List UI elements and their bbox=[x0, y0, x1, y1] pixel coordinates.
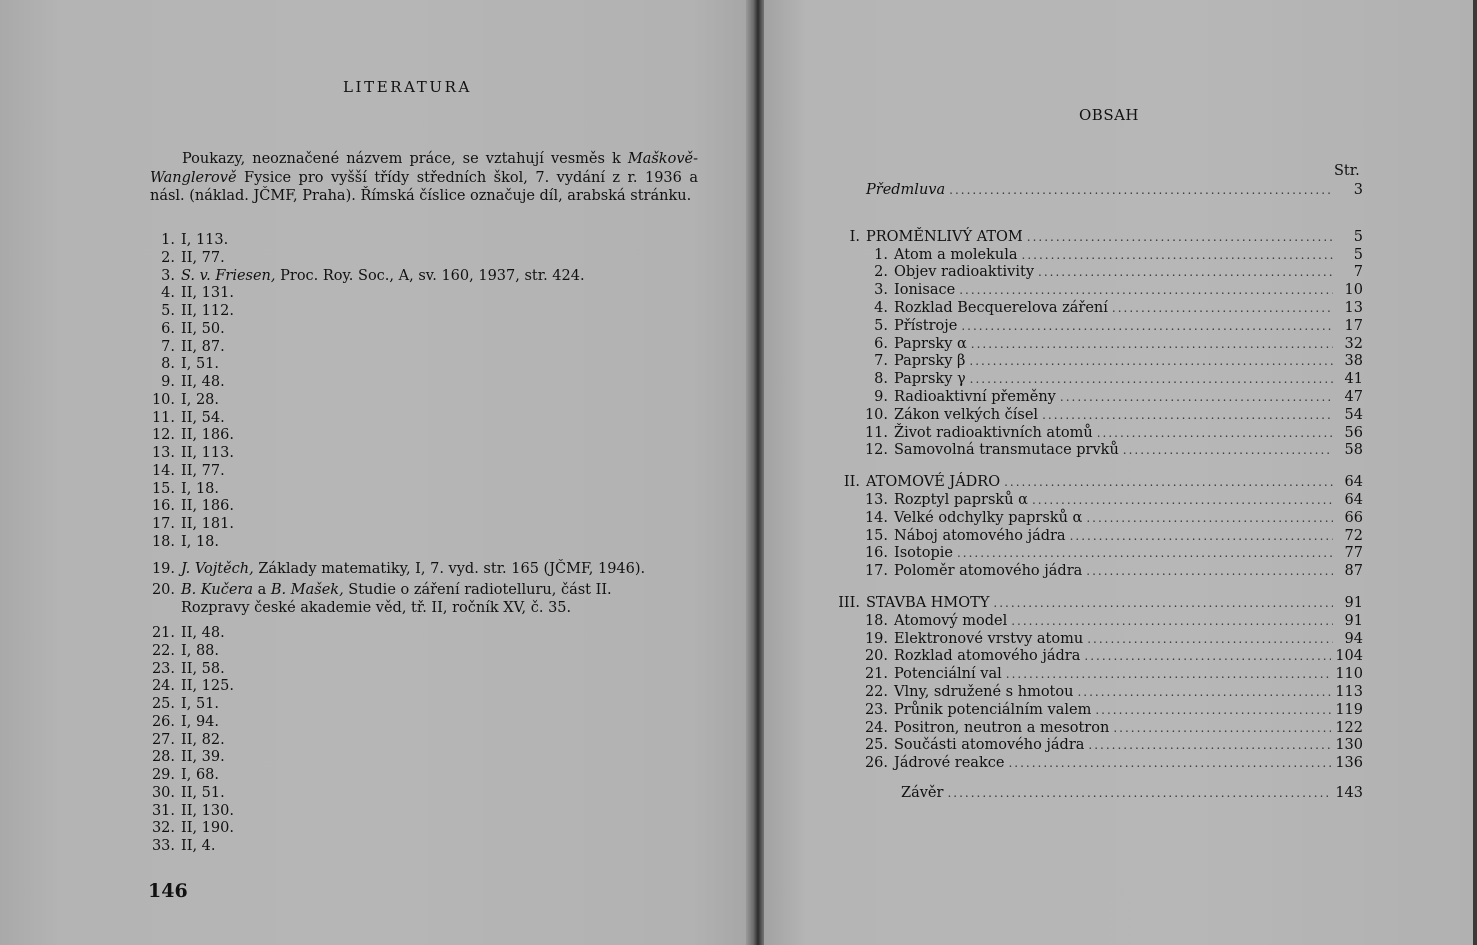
reference-text: II, 82. bbox=[181, 731, 225, 748]
toc-leader-dots bbox=[1077, 683, 1331, 701]
toc-page: 77 bbox=[1344, 545, 1363, 562]
reference-item bbox=[145, 696, 219, 714]
reference-item bbox=[145, 498, 234, 516]
reference-text: II, 112. bbox=[181, 303, 234, 319]
toc-page: 94 bbox=[1344, 630, 1363, 647]
toc-number: 16. bbox=[864, 545, 888, 562]
toc-page: 104 bbox=[1335, 648, 1363, 665]
reference-item bbox=[145, 785, 225, 803]
toc-label: Součásti atomového jádra bbox=[894, 737, 1085, 754]
reference-text: II, 51. bbox=[181, 784, 225, 801]
toc-part bbox=[830, 594, 1363, 612]
reference-number: 2. bbox=[161, 249, 175, 266]
toc-page: 47 bbox=[1344, 389, 1363, 405]
toc-page: 91 bbox=[1344, 595, 1363, 611]
reference-text: I, 18. bbox=[181, 480, 220, 497]
toc-number: 18. bbox=[864, 612, 888, 629]
toc-entry bbox=[830, 736, 1363, 754]
toc-label: Velké odchylky paprsků α bbox=[894, 509, 1083, 526]
toc-page: 13 bbox=[1344, 300, 1363, 316]
toc-page: 136 bbox=[1335, 755, 1363, 772]
reference-item bbox=[145, 392, 219, 410]
reference-number: 30. bbox=[151, 784, 175, 801]
toc-label: Závěr bbox=[901, 785, 944, 801]
reference-text: S. v. Friesen, Proc. Roy. Soc., A, sv. 160, 1937, str. 424. bbox=[181, 267, 585, 284]
page-column-label: Str. bbox=[1334, 163, 1360, 179]
reference-text: I, 113. bbox=[181, 232, 229, 248]
reference-item bbox=[145, 643, 219, 661]
toc-number: 21. bbox=[864, 666, 888, 683]
toc-number: 25. bbox=[864, 737, 888, 754]
toc-label: Paprsky β bbox=[894, 353, 966, 370]
toc-leader-dots bbox=[949, 181, 1333, 199]
toc-page: 5 bbox=[1353, 246, 1363, 263]
reference-number: 22. bbox=[151, 642, 175, 659]
reference-text: II, 58. bbox=[181, 660, 225, 677]
reference-item bbox=[145, 232, 228, 250]
toc-entry bbox=[830, 509, 1363, 527]
reference-number: 4. bbox=[161, 285, 175, 302]
reference-text: II, 48. bbox=[181, 374, 225, 390]
reference-number: 20. bbox=[151, 582, 175, 599]
toc-label: Jádrové reakce bbox=[894, 755, 1005, 772]
toc-part bbox=[830, 473, 1363, 491]
reference-number: 9. bbox=[161, 374, 175, 390]
reference-item bbox=[145, 321, 225, 339]
reference-item bbox=[145, 339, 225, 357]
reference-item bbox=[145, 561, 645, 579]
toc-leader-dots bbox=[1032, 491, 1333, 509]
reference-item bbox=[145, 625, 225, 643]
toc-number: I. bbox=[849, 228, 860, 245]
reference-text: I, 51. bbox=[181, 696, 220, 712]
toc-leader-dots bbox=[993, 594, 1333, 612]
reference-text: II, 54. bbox=[181, 409, 225, 426]
toc-leader-dots bbox=[1006, 665, 1332, 683]
toc-label: Rozptyl paprsků α bbox=[894, 492, 1028, 508]
reference-item bbox=[145, 661, 225, 679]
reference-number: 5. bbox=[161, 303, 175, 319]
reference-text: I, 51. bbox=[181, 356, 220, 373]
reference-number: 19. bbox=[151, 560, 175, 577]
toc-entry bbox=[830, 246, 1363, 264]
toc-entry bbox=[830, 701, 1363, 719]
toc-page: 41 bbox=[1344, 371, 1363, 388]
reference-item bbox=[145, 678, 234, 696]
toc-title: OBSAH bbox=[1079, 106, 1140, 124]
toc-entry bbox=[830, 544, 1363, 562]
toc-leader-dots bbox=[970, 370, 1333, 388]
toc-label: ATOMOVÉ JÁDRO bbox=[866, 474, 1001, 491]
reference-item bbox=[145, 534, 219, 552]
toc-part bbox=[830, 228, 1363, 246]
toc-label: Objev radioaktivity bbox=[894, 264, 1035, 281]
toc-page: 122 bbox=[1335, 719, 1363, 736]
reference-item bbox=[145, 481, 219, 499]
toc-number: 7. bbox=[874, 353, 888, 370]
toc-leader-dots bbox=[1070, 527, 1333, 545]
reference-text: II, 186. bbox=[181, 427, 234, 444]
book-right-edge bbox=[1473, 0, 1477, 945]
reference-item bbox=[145, 303, 234, 321]
toc-number: 1. bbox=[874, 246, 888, 263]
toc-leader-dots bbox=[971, 335, 1333, 353]
reference-item bbox=[145, 582, 690, 617]
reference-number: 11. bbox=[151, 409, 175, 426]
toc-page: 64 bbox=[1344, 492, 1363, 508]
reference-item bbox=[145, 732, 225, 750]
reference-number: 16. bbox=[151, 498, 175, 515]
toc-number: 20. bbox=[864, 648, 888, 665]
toc-leader-dots bbox=[957, 544, 1333, 562]
toc-label: Atom a molekula bbox=[894, 246, 1018, 263]
toc-entry bbox=[830, 281, 1363, 299]
toc-leader-dots bbox=[1086, 509, 1333, 527]
toc-label: Atomový model bbox=[894, 612, 1008, 629]
toc-entry bbox=[830, 527, 1363, 545]
reference-number: 29. bbox=[151, 767, 175, 783]
toc-leader-dots bbox=[1097, 424, 1333, 442]
reference-text: I, 68. bbox=[181, 767, 220, 783]
reference-number: 8. bbox=[161, 356, 175, 373]
toc-entry bbox=[830, 263, 1363, 281]
reference-number: 33. bbox=[151, 838, 175, 854]
reference-item bbox=[145, 427, 234, 445]
toc-leader-dots bbox=[1086, 562, 1333, 580]
toc-label: Vlny, sdružené s hmotou bbox=[894, 684, 1074, 700]
toc-entry bbox=[830, 630, 1363, 648]
toc-label: PROMĚNLIVÝ ATOM bbox=[866, 228, 1023, 245]
toc-label: Přístroje bbox=[894, 317, 958, 334]
reference-text: II, 113. bbox=[181, 445, 234, 461]
reference-number: 6. bbox=[161, 320, 175, 337]
reference-item bbox=[145, 268, 585, 286]
toc-number: 23. bbox=[864, 701, 888, 718]
toc-entry bbox=[830, 491, 1363, 509]
toc-label: Samovolná transmutace prvků bbox=[894, 442, 1119, 459]
reference-item bbox=[145, 374, 225, 392]
toc-label: Paprsky α bbox=[894, 335, 967, 352]
toc-entry bbox=[830, 317, 1363, 335]
reference-text: II, 131. bbox=[181, 285, 234, 302]
toc-label: Zákon velkých čísel bbox=[894, 406, 1039, 423]
toc-leader-dots bbox=[1038, 263, 1333, 281]
toc-label: Poloměr atomového jádra bbox=[894, 563, 1083, 580]
reference-text: II, 181. bbox=[181, 516, 234, 532]
toc-number: 10. bbox=[864, 406, 888, 423]
toc-entry bbox=[830, 335, 1363, 353]
reference-item bbox=[145, 516, 234, 534]
toc-page: 10 bbox=[1344, 282, 1363, 299]
toc-number: 17. bbox=[864, 563, 888, 580]
toc-entry bbox=[830, 754, 1363, 772]
toc-number: 24. bbox=[864, 719, 888, 736]
toc-entry bbox=[830, 370, 1363, 388]
reference-text: II, 130. bbox=[181, 802, 234, 819]
toc-page: 113 bbox=[1335, 684, 1363, 700]
reference-item bbox=[145, 410, 225, 428]
toc-number: 2. bbox=[874, 264, 888, 281]
reference-number: 17. bbox=[151, 516, 175, 532]
toc-entry bbox=[830, 441, 1363, 459]
toc-label: Radioaktivní přeměny bbox=[894, 389, 1056, 405]
toc-page: 3 bbox=[1353, 182, 1363, 198]
toc-page: 7 bbox=[1353, 264, 1363, 281]
reference-number: 25. bbox=[151, 696, 175, 712]
toc-leader-dots bbox=[1060, 388, 1333, 406]
toc-page: 119 bbox=[1335, 701, 1363, 718]
toc-page: 56 bbox=[1344, 424, 1363, 441]
toc-page: 64 bbox=[1344, 474, 1363, 491]
toc-number: 5. bbox=[874, 317, 888, 334]
toc-leader-dots bbox=[1004, 473, 1333, 491]
toc-page: 5 bbox=[1353, 228, 1363, 245]
toc-label: STAVBA HMOTY bbox=[866, 595, 990, 611]
reference-item bbox=[145, 285, 234, 303]
reference-text: II, 125. bbox=[181, 678, 234, 695]
reference-number: 26. bbox=[151, 713, 175, 730]
toc-number: 14. bbox=[864, 509, 888, 526]
reference-number: 7. bbox=[161, 338, 175, 355]
toc-page: 58 bbox=[1344, 442, 1363, 459]
toc-entry bbox=[830, 406, 1363, 424]
reference-number: 15. bbox=[151, 480, 175, 497]
toc-leader-dots bbox=[1042, 406, 1333, 424]
toc-leader-dots bbox=[1123, 441, 1333, 459]
toc-leader-dots bbox=[1008, 754, 1331, 772]
toc-number: 22. bbox=[864, 684, 888, 700]
reference-item bbox=[145, 820, 234, 838]
reference-text: II, 87. bbox=[181, 338, 225, 355]
toc-number: 8. bbox=[874, 371, 888, 388]
toc-number: 15. bbox=[864, 527, 888, 544]
toc-label: Ionisace bbox=[894, 282, 956, 299]
toc-number: III. bbox=[838, 595, 860, 611]
toc-number: II. bbox=[843, 474, 860, 491]
reference-text-continued: Rozpravy české akademie věd, tř. II, ročník XV, č. 35. bbox=[181, 599, 572, 616]
toc-page: 72 bbox=[1344, 527, 1363, 544]
reference-number: 24. bbox=[151, 678, 175, 695]
toc-number: 11. bbox=[864, 424, 888, 441]
reference-text: I, 28. bbox=[181, 391, 220, 408]
toc-leader-dots bbox=[1095, 701, 1331, 719]
toc-page: 17 bbox=[1344, 317, 1363, 334]
toc-number: 6. bbox=[874, 335, 888, 352]
reference-item bbox=[145, 463, 225, 481]
toc-leader-dots bbox=[1022, 246, 1334, 264]
toc-leader-dots bbox=[961, 317, 1333, 335]
toc-number: 9. bbox=[874, 389, 888, 405]
reference-number: 12. bbox=[151, 427, 175, 444]
toc-label: Rozklad atomového jádra bbox=[894, 648, 1081, 665]
toc-page: 32 bbox=[1344, 335, 1363, 352]
toc-leader-dots bbox=[947, 784, 1331, 802]
toc-number: 26. bbox=[864, 755, 888, 772]
toc-label: Průnik potenciálním valem bbox=[894, 701, 1092, 718]
reference-number: 21. bbox=[151, 625, 175, 641]
reference-number: 3. bbox=[161, 267, 175, 284]
toc-page: 38 bbox=[1344, 353, 1363, 370]
toc-page: 143 bbox=[1335, 785, 1363, 801]
toc-leader-dots bbox=[1011, 612, 1333, 630]
toc-entry bbox=[830, 299, 1363, 317]
toc-number: 19. bbox=[864, 630, 888, 647]
toc-number: 3. bbox=[874, 282, 888, 299]
toc-number: 12. bbox=[864, 442, 888, 459]
toc-entry bbox=[830, 647, 1363, 665]
toc-label: Život radioaktivních atomů bbox=[894, 424, 1093, 441]
toc-entry bbox=[830, 562, 1363, 580]
toc-label: Předmluva bbox=[866, 182, 946, 198]
toc-entry bbox=[830, 719, 1363, 737]
toc-page: 91 bbox=[1344, 612, 1363, 629]
page-title: LITERATURA bbox=[343, 78, 472, 96]
reference-item bbox=[145, 767, 219, 785]
toc-entry bbox=[830, 352, 1363, 370]
toc-label: Positron, neutron a mesotron bbox=[894, 719, 1110, 736]
reference-text: B. Kučera a B. Mašek, Studie o záření radiotelluru, část II. bbox=[181, 582, 612, 599]
toc-number: 4. bbox=[874, 300, 888, 316]
reference-text: II, 190. bbox=[181, 820, 234, 837]
reference-text: J. Vojtěch, Základy matematiky, I, 7. vyd. str. 165 (JČMF, 1946). bbox=[181, 560, 646, 577]
toc-leader-dots bbox=[1027, 228, 1333, 246]
reference-number: 13. bbox=[151, 445, 175, 461]
reference-text: II, 39. bbox=[181, 749, 225, 766]
reference-number: 1. bbox=[161, 232, 175, 248]
toc-label: Náboj atomového jádra bbox=[894, 527, 1066, 544]
toc-leader-dots bbox=[1112, 299, 1333, 317]
reference-text: I, 94. bbox=[181, 713, 220, 730]
toc-entry bbox=[830, 424, 1363, 442]
reference-item bbox=[145, 445, 234, 463]
reference-item bbox=[145, 250, 225, 268]
toc-label: Potenciální val bbox=[894, 666, 1002, 683]
reference-item bbox=[145, 749, 225, 767]
reference-item bbox=[145, 803, 234, 821]
toc-number: 13. bbox=[864, 492, 888, 508]
toc-label: Elektronové vrstvy atomu bbox=[894, 630, 1084, 647]
reference-number: 27. bbox=[151, 731, 175, 748]
reference-number: 10. bbox=[151, 391, 175, 408]
toc-page: 54 bbox=[1344, 406, 1363, 423]
reference-text: I, 88. bbox=[181, 642, 220, 659]
reference-text: II, 50. bbox=[181, 320, 225, 337]
reference-number: 18. bbox=[151, 533, 175, 550]
reference-item bbox=[145, 714, 219, 732]
reference-text: II, 77. bbox=[181, 462, 225, 479]
reference-item bbox=[145, 356, 219, 374]
reference-number: 28. bbox=[151, 749, 175, 766]
reference-number: 32. bbox=[151, 820, 175, 837]
toc-leader-dots bbox=[959, 281, 1333, 299]
toc-entry bbox=[830, 388, 1363, 406]
toc-label: Isotopie bbox=[894, 545, 953, 562]
toc-page: 130 bbox=[1335, 737, 1363, 754]
toc-label: Paprsky γ bbox=[894, 371, 966, 388]
toc-leader-dots bbox=[1084, 647, 1331, 665]
reference-text: II, 48. bbox=[181, 625, 225, 641]
toc-leader-dots bbox=[1113, 719, 1331, 737]
toc-page: 110 bbox=[1335, 666, 1363, 683]
reference-number: 31. bbox=[151, 802, 175, 819]
reference-number: 23. bbox=[151, 660, 175, 677]
reference-item bbox=[145, 838, 216, 856]
toc-entry bbox=[830, 683, 1363, 701]
toc-label: Rozklad Becquerelova záření bbox=[894, 300, 1108, 316]
toc-leader-dots bbox=[1088, 736, 1331, 754]
intro-paragraph: Poukazy, neoznačené názvem práce, se vztahují vesměs k Maškově-Wanglerově Fysice pro vyšší třídy středních škol, 7. vydání z r. 1936 a násl. (náklad. JČMF, Praha). Římská číslice označuje díl, arabská stránku. bbox=[150, 151, 698, 204]
toc-entry bbox=[830, 612, 1363, 630]
reference-text: II, 186. bbox=[181, 498, 234, 515]
toc-entry bbox=[830, 181, 1363, 199]
toc-leader-dots bbox=[969, 352, 1333, 370]
toc-page: 66 bbox=[1344, 509, 1363, 526]
toc-page: 87 bbox=[1344, 563, 1363, 580]
toc-entry bbox=[830, 665, 1363, 683]
reference-number: 14. bbox=[151, 462, 175, 479]
page-number: 146 bbox=[148, 880, 188, 902]
reference-text: II, 4. bbox=[181, 838, 216, 854]
toc-leader-dots bbox=[1087, 630, 1333, 648]
toc-entry bbox=[830, 784, 1363, 802]
reference-text: II, 77. bbox=[181, 249, 225, 266]
reference-text: I, 18. bbox=[181, 533, 220, 550]
